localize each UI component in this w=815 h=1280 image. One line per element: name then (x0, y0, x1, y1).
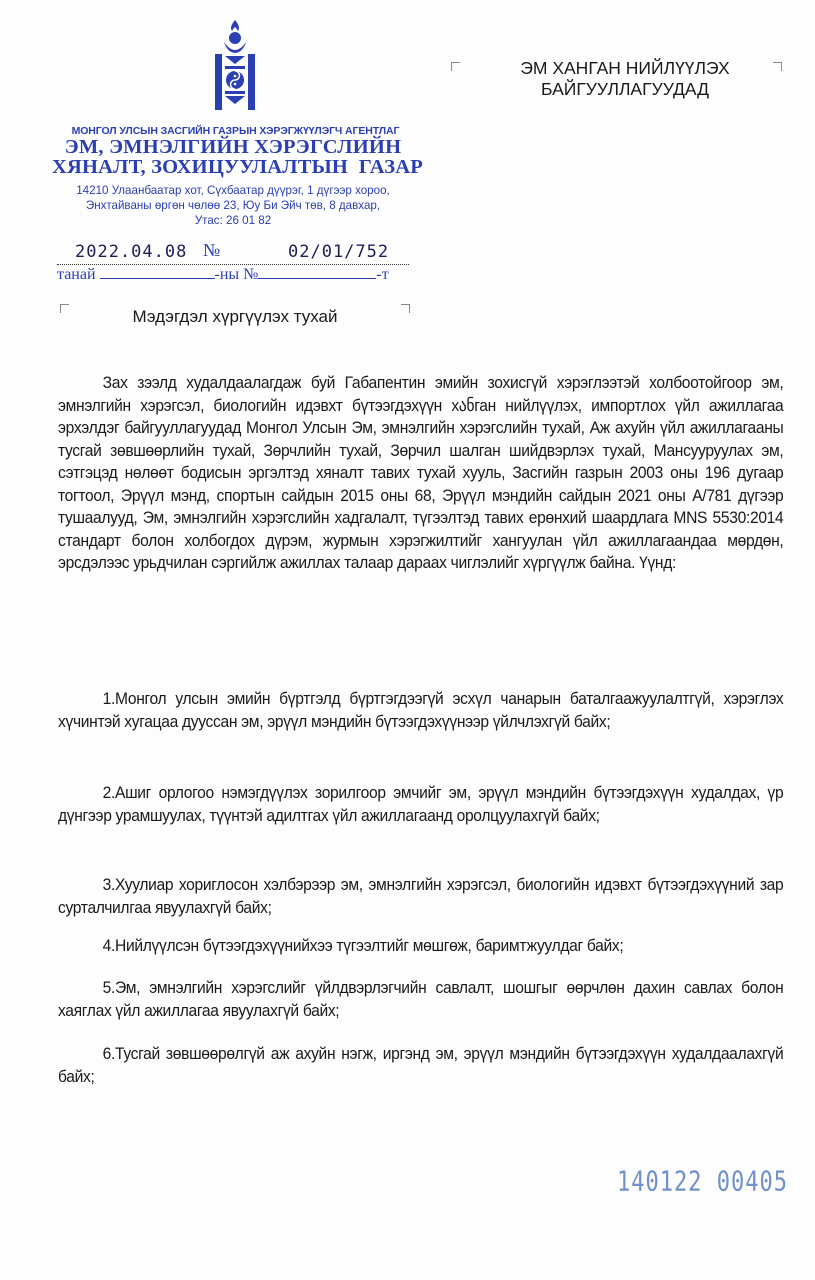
directive-item (58, 782, 783, 827)
letter-number: 02/01/752 (288, 242, 390, 262)
subject-corner-mark (60, 304, 69, 313)
registration-stamp-number: 140122 00405 (617, 1166, 788, 1199)
directive-item-text: 3.Хуулиар хориглосон хэлбэрээр эм, эмнэлгийн хэрэгсэл, биологийн идэвхт бүтээгдэхүүний зар сурталчилгаа явуулахгүй байх; (58, 875, 784, 917)
letter-date: 2022.04.08 (75, 242, 188, 262)
intro-paragraph: Зах зээлд худалдаалагдаж буй Габапентин эмийн зохисгүй хэрэглээтэй холбоотойгоор эм, эмнэлгийн хэрэгсэл, биологийн идэвхт бүтээгдэхүүн хანган нийлүүлэх, импортлох үйл ажиллагаа эрхэлдэг байгууллагуудад Монгол Улсын Эм, эмнэлгийн хэрэгслийн тухай, Аж ахуйн үйл ажиллагааны тусгай зөвшөөрлийн тухай, Зөрчлийн тухай, Зөрчил шалган шийдвэрлэх тухай, Мансууруулах эм, сэтгэцэд нөлөөт бодисын эргэлтэд хяналт тавих тухай хууль, Засгийн газрын 2003 оны 196 дугаар тогтоол, Эрүүл мэнд, спортын сайдын 2015 оны 68, Эрүүл мэндийн сайдын 2021 оны А/781 дүгээр тушаалууд, Эм, эмнэлгийн хэрэгслийн хадгалалт, түгээлтэд тавих ерөнхий шаардлага MNS 5530:2014 стандарт болон холбогдох дүрэм, журмын хэрэгжилтийг хангуулан үйл ажиллагаандаа мөрдөн, эрсдэлээс урьдчилан сэргийлж ажиллах талаар дараах чиглэлийг хүргүүлж байна. Үүнд: (58, 373, 784, 572)
recipient (500, 58, 750, 100)
recipient-corner-mark (451, 62, 460, 71)
your-number-blank (258, 277, 376, 279)
address-line1: 14210 Улаанбаатар хот, Сүхбаатар дүүрэг, 1 дүгээр хороо, (76, 184, 390, 197)
agency-name-line2: ХЯНАЛТ, ЗОХИЦУУЛАЛТЫН ГАЗАР (52, 156, 423, 178)
directive-item-text: 6.Тусгай зөвшөөрөлгүй аж ахуйн нэгж, иргэнд эм, эрүүл мэндийн бүтээгдэхүүн худалдаалахгүй байх; (58, 1044, 784, 1086)
directive-item-text: 2.Ашиг орлогоо нэмэгдүүлэх зорилгоор эмчийг эм, эрүүл мэндийн бүтээгдэхүүн худалдах, үр дүнгээр урамшуулах, түүнтэй адилтгах үйл ажиллагаанд оролцуулахгүй байх; (58, 783, 784, 825)
number-label: № (203, 240, 221, 260)
agency-phone: Утас: 26 01 82 (194, 214, 272, 227)
subject-line: Мэдэгдэл хүргүүлэх тухай (132, 307, 338, 326)
directive-item (58, 935, 783, 958)
soyombo-emblem-icon (207, 18, 263, 114)
your-reference-line (57, 266, 409, 284)
agency-parent-name: МОНГОЛ УЛСЫН ЗАСГИЙН ГАЗРЫН ХЭРЭГЖҮҮЛЭГЧ АГЕНТЛАГ (71, 125, 400, 137)
recipient-corner-mark (773, 62, 782, 71)
letter-body (58, 372, 783, 575)
directive-item-text: 1.Монгол улсын эмийн бүртгэлд бүртгэгдээгүй эсхүл чанарын баталгаажуулалтгүй, хэрэглэх хүчинтэй хугацаа дууссан эм, эрүүл мэндийн бүтээгдэхүүнээр үйлчлэхгүй байх; (58, 689, 784, 731)
directive-item (58, 977, 783, 1022)
agency-name-line1: ЭМ, ЭМНЭЛГИЙН ХЭРЭГСЛИЙН (64, 136, 402, 158)
directive-item (58, 688, 783, 733)
your-number-label: -ны № (214, 266, 259, 283)
agency-address (52, 183, 414, 228)
your-label: танай (57, 266, 96, 283)
your-suffix: -т (376, 266, 389, 283)
recipient-line1: ЭМ ХАНГАН НИЙЛҮҮЛЭХ (520, 58, 730, 78)
directive-item-text: 4.Нийлүүлсэн бүтээгдэхүүнийхээ түгээлтийг мөшгөж, баримтжуулдаг байх; (102, 936, 624, 955)
address-line2: Энхтайваны өргөн чөлөө 23, Юу Би Эйч төв, 8 давхар, (85, 199, 381, 212)
subject-corner-mark (401, 304, 410, 313)
recipient-line2: БАЙГУУЛЛАГУУДАД (540, 79, 709, 99)
your-date-blank (100, 277, 215, 279)
directive-item (58, 874, 783, 919)
directive-item-text: 5.Эм, эмнэлгийн хэрэгслийг үйлдвэрлэгчийн савлалт, шошгыг өөрчлөн дахин савлах болон хаяглах үйл ажиллагаа явуулахгүй байх; (58, 978, 784, 1020)
agency-name (52, 136, 423, 178)
directive-item (58, 1043, 783, 1088)
